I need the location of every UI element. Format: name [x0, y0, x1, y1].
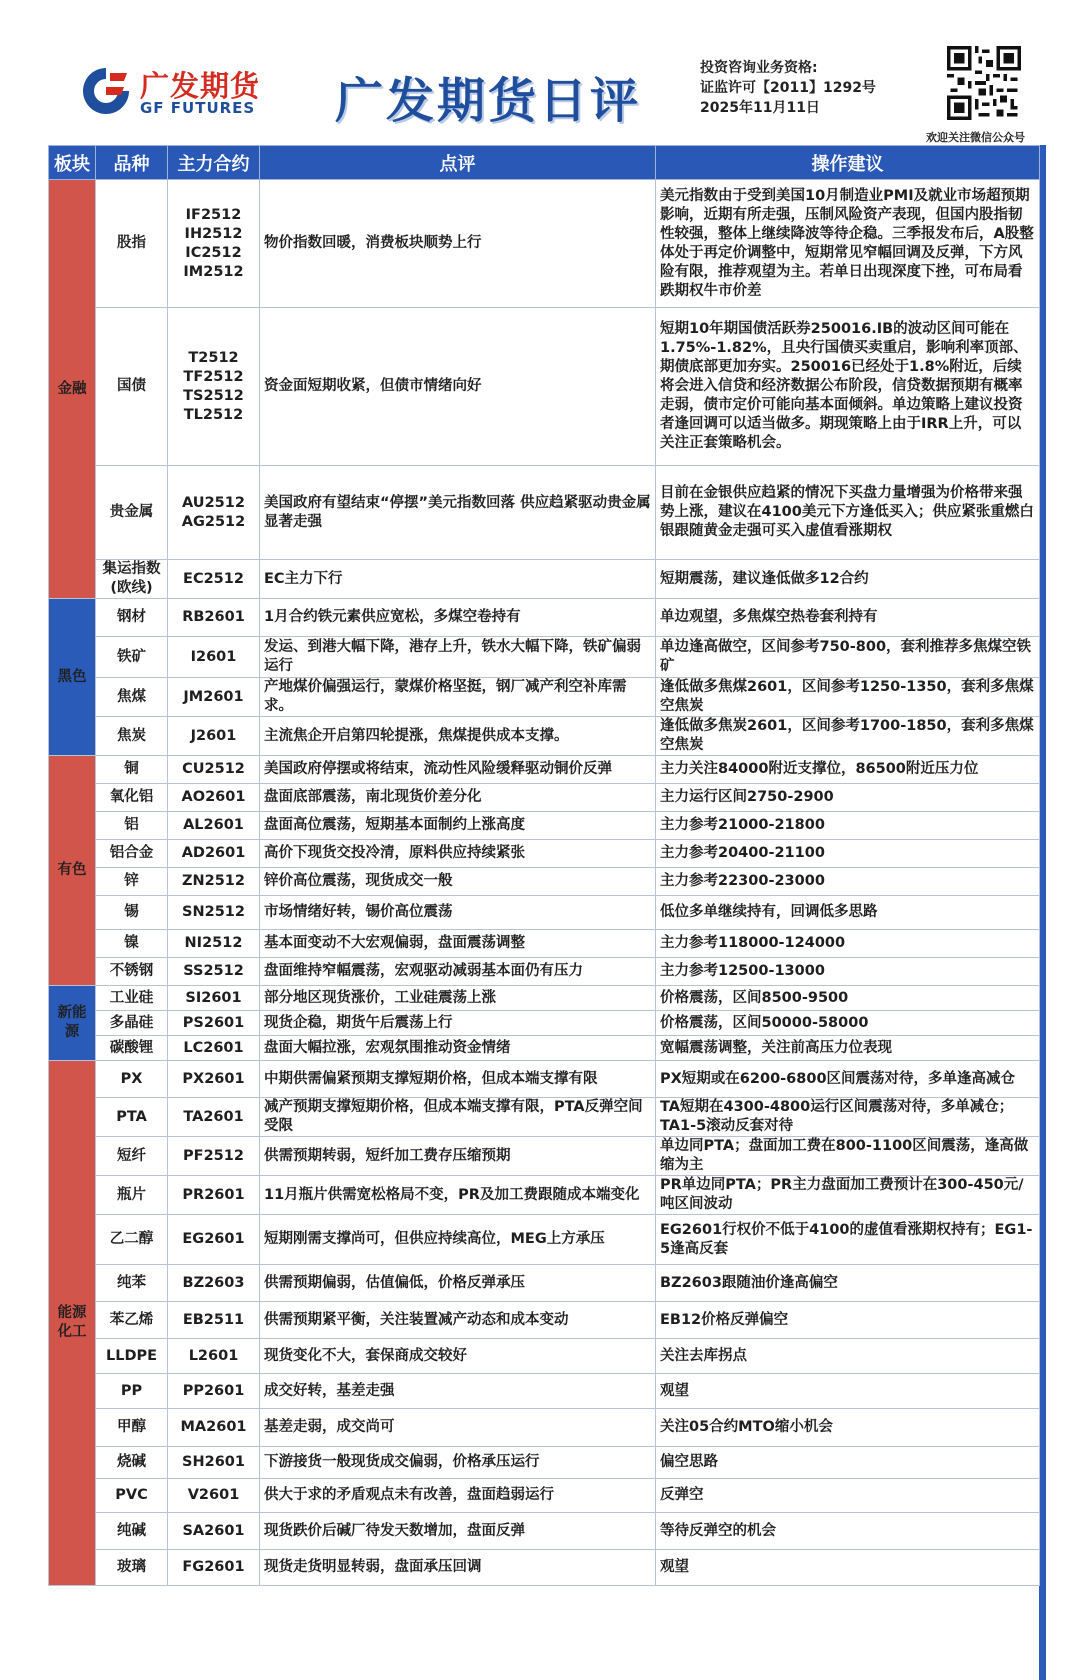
- variety-cell: 纯碱: [96, 1513, 168, 1550]
- contract-cell: EG2601: [168, 1215, 260, 1265]
- variety-cell: 甲醇: [96, 1409, 168, 1447]
- comment-cell: 盘面维持窄幅震荡，宏观驱动减弱基本面仍有压力: [260, 958, 656, 986]
- table-row: [49, 1302, 1040, 1339]
- contract-cell: MA2601: [168, 1409, 260, 1447]
- advice-cell: 低位多单继续持有，回调低多思路: [656, 896, 1040, 930]
- comment-cell: 成交好转，基差走强: [260, 1374, 656, 1409]
- qualification-block: [700, 58, 876, 118]
- comment-cell: 主流焦企开启第四轮提涨，焦煤提供成本支撑。: [260, 717, 656, 756]
- variety-cell: 锌: [96, 868, 168, 896]
- contract-cell: IF2512 IH2512 IC2512 IM2512: [168, 180, 260, 308]
- advice-cell: 主力关注84000附近支撑位，86500附近压力位: [656, 756, 1040, 784]
- table-row: [49, 466, 1040, 560]
- variety-cell: 苯乙烯: [96, 1302, 168, 1339]
- comment-cell: 现货跌价后碱厂待发天数增加，盘面反弹: [260, 1513, 656, 1550]
- variety-cell: 股指: [96, 180, 168, 308]
- advice-cell: 逢低做多焦煤2601，区间参考1250-1350，套利多焦煤空焦炭: [656, 678, 1040, 717]
- table-row: [49, 1479, 1040, 1513]
- sector-finance: 金融: [49, 180, 96, 599]
- advice-cell: PR单边同PTA；PR主力盘面加工费预计在300-450元/吨区间波动: [656, 1176, 1040, 1215]
- table-row: [49, 1061, 1040, 1098]
- comment-cell: EC主力下行: [260, 560, 656, 599]
- advice-cell: 偏空思路: [656, 1447, 1040, 1479]
- comment-cell: 减产预期支撑短期价格，但成本端支撑有限，PTA反弹空间受限: [260, 1098, 656, 1137]
- advice-cell: 反弹空: [656, 1479, 1040, 1513]
- variety-cell: 烧碱: [96, 1447, 168, 1479]
- advice-cell: 关注05合约MTO缩小机会: [656, 1409, 1040, 1447]
- advice-cell: 主力参考22300-23000: [656, 868, 1040, 896]
- table-row: [49, 1176, 1040, 1215]
- advice-cell: 目前在金银供应趋紧的情况下买盘力量增强为价格带来强势上涨，建议在4100美元下方逢低买入；供应紧张重燃白银跟随黄金走强可买入虚值看涨期权: [656, 466, 1040, 560]
- contract-cell: SI2601: [168, 986, 260, 1011]
- comment-cell: 基本面变动不大宏观偏弱，盘面震荡调整: [260, 930, 656, 958]
- contract-cell: AL2601: [168, 812, 260, 840]
- table-row: [49, 1447, 1040, 1479]
- advice-cell: 主力参考12500-13000: [656, 958, 1040, 986]
- variety-cell: 钢材: [96, 599, 168, 637]
- comment-cell: 物价指数回暖，消费板块顺势上行: [260, 180, 656, 308]
- contract-cell: ZN2512: [168, 868, 260, 896]
- advice-cell: 主力参考21000-21800: [656, 812, 1040, 840]
- table-row: [49, 868, 1040, 896]
- sector-ferrous: 黑色: [49, 599, 96, 756]
- comment-cell: 现货变化不大，套保商成交较好: [260, 1339, 656, 1374]
- table-row: [49, 1513, 1040, 1550]
- comment-cell: 供大于求的矛盾观点未有改善，盘面趋弱运行: [260, 1479, 656, 1513]
- contract-cell: SN2512: [168, 896, 260, 930]
- table-row: [49, 1265, 1040, 1302]
- advice-cell: 主力运行区间2750-2900: [656, 784, 1040, 812]
- table-row: [49, 1374, 1040, 1409]
- comment-cell: 供需预期紧平衡，关注装置减产动态和成本变动: [260, 1302, 656, 1339]
- sector-new-energy: 新能源: [49, 986, 96, 1061]
- variety-cell: 纯苯: [96, 1265, 168, 1302]
- comment-cell: 1月合约铁元素供应宽松，多煤空卷持有: [260, 599, 656, 637]
- advice-cell: 短期震荡，建议逢低做多12合约: [656, 560, 1040, 599]
- page-title: 广发期货日评: [335, 73, 642, 129]
- contract-cell: AO2601: [168, 784, 260, 812]
- variety-cell: 铝: [96, 812, 168, 840]
- table-row: [49, 637, 1040, 678]
- contract-cell: FG2601: [168, 1550, 260, 1586]
- variety-cell: 国债: [96, 308, 168, 466]
- comment-cell: 高价下现货交投冷清，原料供应持续紧张: [260, 840, 656, 868]
- contract-cell: SS2512: [168, 958, 260, 986]
- contract-cell: J2601: [168, 717, 260, 756]
- advice-cell: 价格震荡，区间50000-58000: [656, 1011, 1040, 1036]
- table-row: [49, 560, 1040, 599]
- contract-cell: T2512 TF2512 TS2512 TL2512: [168, 308, 260, 466]
- advice-cell: 逢低做多焦炭2601，区间参考1700-1850，套利多焦煤空焦炭: [656, 717, 1040, 756]
- col-header-contract: 主力合约: [168, 146, 260, 180]
- col-header-sector: 板块: [49, 146, 96, 180]
- comment-cell: 中期供需偏紧预期支撑短期价格，但成本端支撑有限: [260, 1061, 656, 1098]
- comment-cell: 现货企稳，期货午后震荡上行: [260, 1011, 656, 1036]
- col-header-comment: 点评: [260, 146, 656, 180]
- table-row: [49, 1409, 1040, 1447]
- table-row: [49, 840, 1040, 868]
- gf-futures-logo: [80, 62, 265, 122]
- variety-cell: 乙二醇: [96, 1215, 168, 1265]
- table-row: [49, 986, 1040, 1011]
- table-row: [49, 717, 1040, 756]
- contract-cell: LC2601: [168, 1036, 260, 1061]
- variety-cell: 氧化铝: [96, 784, 168, 812]
- col-header-variety: 品种: [96, 146, 168, 180]
- comment-cell: 部分地区现货涨价，工业硅震荡上涨: [260, 986, 656, 1011]
- variety-cell: 铁矿: [96, 637, 168, 678]
- comment-cell: 资金面短期收紧，但债市情绪向好: [260, 308, 656, 466]
- comment-cell: 美国政府有望结束“停摆”美元指数回落 供应趋紧驱动贵金属显著走强: [260, 466, 656, 560]
- col-header-advice: 操作建议: [656, 146, 1040, 180]
- comment-cell: 11月瓶片供需宽松格局不变，PR及加工费跟随成本端变化: [260, 1176, 656, 1215]
- logo-chinese-text: 广发期货: [140, 69, 261, 103]
- table-row: [49, 812, 1040, 840]
- contract-cell: NI2512: [168, 930, 260, 958]
- table-row: [49, 1137, 1040, 1176]
- contract-cell: PP2601: [168, 1374, 260, 1409]
- table-row: [49, 930, 1040, 958]
- table-row: [49, 896, 1040, 930]
- comment-cell: 短期刚需支撑尚可，但供应持续高位，MEG上方承压: [260, 1215, 656, 1265]
- variety-cell: 贵金属: [96, 466, 168, 560]
- table-header-row: [49, 146, 1040, 180]
- report-header: [0, 0, 1084, 145]
- variety-cell: 不锈钢: [96, 958, 168, 986]
- table-row: [49, 1339, 1040, 1374]
- table-row: [49, 1215, 1040, 1265]
- table-row: [49, 784, 1040, 812]
- comment-cell: 现货走货明显转弱，盘面承压回调: [260, 1550, 656, 1586]
- contract-cell: EB2511: [168, 1302, 260, 1339]
- contract-cell: PX2601: [168, 1061, 260, 1098]
- comment-cell: 锌价高位震荡，现货成交一般: [260, 868, 656, 896]
- qualification-label: 投资咨询业务资格:: [700, 60, 818, 76]
- variety-cell: PTA: [96, 1098, 168, 1137]
- variety-cell: 焦煤: [96, 678, 168, 717]
- comment-cell: 美国政府停摆或将结束，流动性风险缓释驱动铜价反弹: [260, 756, 656, 784]
- variety-cell: 焦炭: [96, 717, 168, 756]
- table-row: [49, 958, 1040, 986]
- advice-cell: 价格震荡，区间8500-9500: [656, 986, 1040, 1011]
- variety-cell: 碳酸锂: [96, 1036, 168, 1061]
- table-row: [49, 180, 1040, 308]
- table-row: [49, 756, 1040, 784]
- advice-cell: PX短期或在6200-6800区间震荡对待，多单逢高减仓: [656, 1061, 1040, 1098]
- contract-cell: JM2601: [168, 678, 260, 717]
- comment-cell: 下游接货一般现货成交偏弱，价格承压运行: [260, 1447, 656, 1479]
- advice-cell: 关注去库拐点: [656, 1339, 1040, 1374]
- table-row: [49, 1036, 1040, 1061]
- license-number: 证监许可【2011】1292号: [700, 80, 876, 96]
- variety-cell: 玻璃: [96, 1550, 168, 1586]
- advice-cell: TA短期在4300-4800运行区间震荡对待，多单减仓；TA1-5滚动反套对待: [656, 1098, 1040, 1137]
- comment-cell: 盘面高位震荡，短期基本面制约上涨高度: [260, 812, 656, 840]
- variety-cell: PP: [96, 1374, 168, 1409]
- sector-nonferrous: 有色: [49, 756, 96, 986]
- comment-cell: 盘面底部震荡，南北现货价差分化: [260, 784, 656, 812]
- comment-cell: 供需预期转弱，短纤加工费存压缩预期: [260, 1137, 656, 1176]
- variety-cell: 瓶片: [96, 1176, 168, 1215]
- contract-cell: SA2601: [168, 1513, 260, 1550]
- contract-cell: V2601: [168, 1479, 260, 1513]
- comment-cell: 基差走弱，成交尚可: [260, 1409, 656, 1447]
- variety-cell: 锡: [96, 896, 168, 930]
- table-row: [49, 1550, 1040, 1586]
- variety-cell: 铜: [96, 756, 168, 784]
- variety-cell: 短纤: [96, 1137, 168, 1176]
- right-border-stripe: [1039, 145, 1046, 1680]
- comment-cell: 产地煤价偏强运行，蒙煤价格坚挺，钢厂减产利空补库需求。: [260, 678, 656, 717]
- logo-english-text: GF FUTURES: [140, 99, 256, 117]
- contract-cell: AU2512 AG2512: [168, 466, 260, 560]
- comment-cell: 市场情绪好转，锡价高位震荡: [260, 896, 656, 930]
- contract-cell: BZ2603: [168, 1265, 260, 1302]
- comment-cell: 盘面大幅拉涨，宏观氛围推动资金情绪: [260, 1036, 656, 1061]
- contract-cell: TA2601: [168, 1098, 260, 1137]
- report-date: 2025年11月11日: [700, 100, 820, 116]
- advice-cell: 观望: [656, 1374, 1040, 1409]
- advice-cell: 单边同PTA；盘面加工费在800-1100区间震荡，逢高做缩为主: [656, 1137, 1040, 1176]
- comment-cell: 供需预期偏弱，估值偏低，价格反弹承压: [260, 1265, 656, 1302]
- qr-caption: 欢迎关注微信公众号: [926, 131, 1025, 144]
- table-row: [49, 678, 1040, 717]
- variety-cell: 工业硅: [96, 986, 168, 1011]
- contract-cell: PF2512: [168, 1137, 260, 1176]
- advice-cell: 等待反弹空的机会: [656, 1513, 1040, 1550]
- table-row: [49, 599, 1040, 637]
- advice-cell: EG2601行权价不低于4100的虚值看涨期权持有；EG1-5逢高反套: [656, 1215, 1040, 1265]
- advice-cell: 单边观望，多焦煤空热卷套利持有: [656, 599, 1040, 637]
- commentary-table: [48, 145, 1040, 1586]
- qr-code-icon: [947, 46, 1021, 120]
- table-row: [49, 308, 1040, 466]
- advice-cell: 美元指数由于受到美国10月制造业PMI及就业市场超预期影响，近期有所走强，压制风险资产表现，但国内股指韧性较强，整体上继续降波等待企稳。三季报发布后，A股整体处于再定价调整中，短期常见窄幅回调及反弹，下方风险有限，推荐观望为主。若单日出现深度下挫，可布局看跌期权牛市价差: [656, 180, 1040, 308]
- contract-cell: L2601: [168, 1339, 260, 1374]
- contract-cell: I2601: [168, 637, 260, 678]
- variety-cell: 集运指数 (欧线): [96, 560, 168, 599]
- advice-cell: 宽幅震荡调整，关注前高压力位表现: [656, 1036, 1040, 1061]
- contract-cell: EC2512: [168, 560, 260, 599]
- comment-cell: 发运、到港大幅下降，港存上升，铁水大幅下降，铁矿偏弱运行: [260, 637, 656, 678]
- variety-cell: 多晶硅: [96, 1011, 168, 1036]
- contract-cell: RB2601: [168, 599, 260, 637]
- contract-cell: SH2601: [168, 1447, 260, 1479]
- advice-cell: 观望: [656, 1550, 1040, 1586]
- advice-cell: 短期10年期国债活跃券250016.IB的波动区间可能在1.75%-1.82%，且央行国债买卖重启，影响利率顶部、期债底部更加夯实。250016已经处于1.8%附近，后续将会进入信贷和经济数据公布阶段，信贷数据预期有概率走弱，债市定价可能向基本面倾斜。单边策略上建议投资者逢回调可以适当做多。期现策略上由于IRR上升，可以关注正套策略机会。: [656, 308, 1040, 466]
- table-row: [49, 1098, 1040, 1137]
- variety-cell: 铝合金: [96, 840, 168, 868]
- contract-cell: PR2601: [168, 1176, 260, 1215]
- advice-cell: 单边逢高做空，区间参考750-800，套利推荐多焦煤空铁矿: [656, 637, 1040, 678]
- variety-cell: PX: [96, 1061, 168, 1098]
- contract-cell: AD2601: [168, 840, 260, 868]
- contract-cell: CU2512: [168, 756, 260, 784]
- advice-cell: 主力参考20400-21100: [656, 840, 1040, 868]
- advice-cell: BZ2603跟随油价逢高偏空: [656, 1265, 1040, 1302]
- contract-cell: PS2601: [168, 1011, 260, 1036]
- sector-energy-chemicals: 能源 化工: [49, 1061, 96, 1586]
- gf-logo-icon: [80, 65, 132, 117]
- table-row: [49, 1011, 1040, 1036]
- variety-cell: LLDPE: [96, 1339, 168, 1374]
- advice-cell: EB12价格反弹偏空: [656, 1302, 1040, 1339]
- advice-cell: 主力参考118000-124000: [656, 930, 1040, 958]
- variety-cell: PVC: [96, 1479, 168, 1513]
- variety-cell: 镍: [96, 930, 168, 958]
